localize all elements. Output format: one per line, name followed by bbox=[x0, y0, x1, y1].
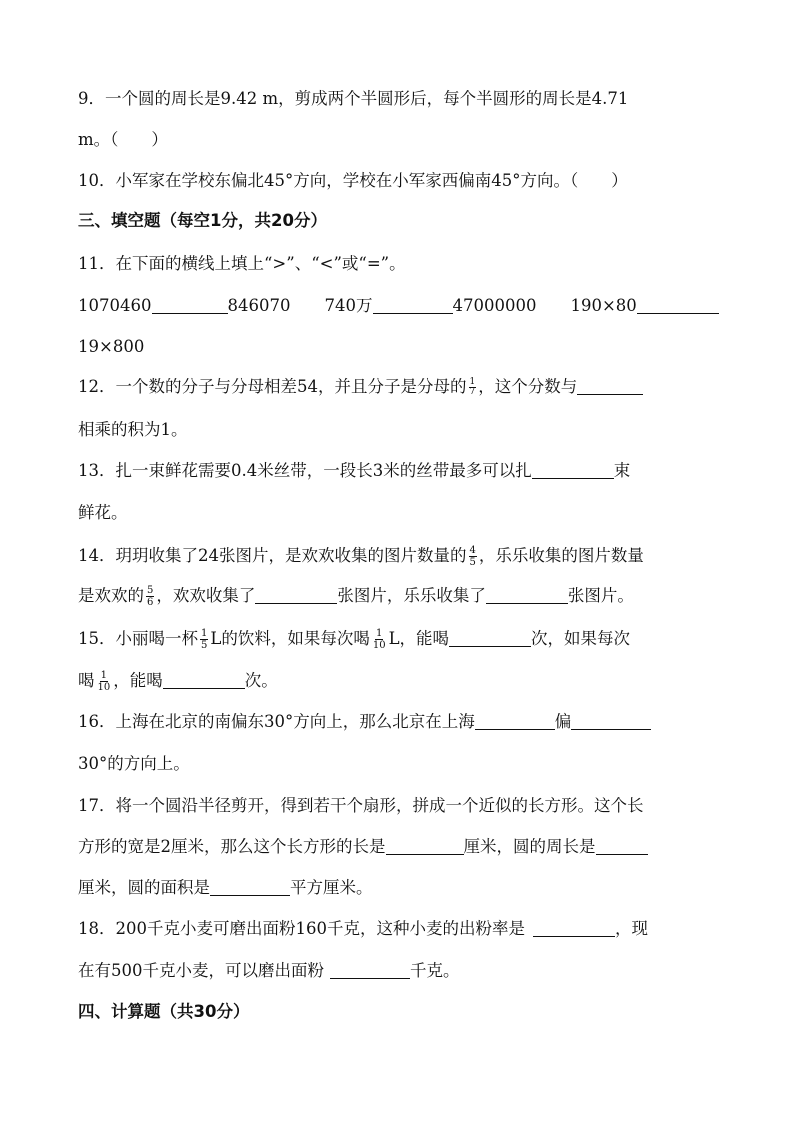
question-12-text: ，这个分数与 bbox=[478, 377, 578, 396]
answer-blank[interactable] bbox=[486, 587, 568, 604]
question-18-text: ，现 bbox=[614, 919, 648, 938]
question-11-line-3: 19×800 bbox=[78, 337, 145, 356]
question-9-line-1: 9．一个圆的周长是9.42 m，剪成两个半圆形后，每个半圆形的周长是4.71 bbox=[78, 89, 629, 108]
question-17-text: 厘米，圆的面积是 bbox=[78, 878, 210, 897]
question-9-line-2: m。（ ） bbox=[78, 130, 168, 149]
answer-blank[interactable] bbox=[577, 378, 643, 395]
compare-a-right: 846070 bbox=[227, 296, 291, 315]
answer-blank[interactable] bbox=[386, 838, 464, 855]
fraction: $\frac{4}{5}$ bbox=[469, 545, 476, 568]
question-16-line-2: 30°的方向上。 bbox=[78, 754, 190, 773]
question-17-line-1: 17．将一个圆沿半径剪开，得到若干个扇形，拼成一个近似的长方形。这个长 bbox=[78, 796, 644, 815]
question-14-line-2 bbox=[78, 585, 634, 608]
question-17-text: 方形的宽是2厘米，那么这个长方形的长是 bbox=[78, 837, 386, 856]
answer-blank[interactable] bbox=[210, 879, 290, 896]
section-3-title: 三、填空题（每空1分，共20分） bbox=[78, 211, 327, 230]
question-14-text: ，欢欢收集了 bbox=[156, 586, 256, 605]
answer-blank[interactable] bbox=[163, 672, 245, 689]
question-18-line-1 bbox=[78, 918, 648, 940]
question-15-text: 15．小丽喝一杯 bbox=[78, 629, 198, 648]
question-16-text: 16．上海在北京的南偏东30°方向上，那么北京在上海 bbox=[78, 712, 475, 731]
question-15-line-1 bbox=[78, 628, 630, 651]
question-12-line-2: 相乘的积为1。 bbox=[78, 420, 188, 439]
question-15-text: 次，如果每次 bbox=[531, 629, 631, 648]
question-10: 10．小军家在学校东偏北45°方向，学校在小军家西偏南45°方向。（ ） bbox=[78, 171, 628, 190]
fraction: $\frac{1}{5}$ bbox=[201, 628, 208, 651]
question-17-line-2 bbox=[78, 836, 648, 858]
question-18-text: 在有500千克小麦，可以磨出面粉 bbox=[78, 961, 324, 980]
answer-blank[interactable] bbox=[330, 962, 410, 979]
question-14-text: ，乐乐收集的图片数量 bbox=[478, 546, 644, 565]
compare-b-right: 47000000 bbox=[452, 296, 537, 315]
answer-blank[interactable] bbox=[373, 297, 453, 314]
answer-blank[interactable] bbox=[533, 920, 615, 937]
question-12-text: 12．一个数的分子与分母相差54，并且分子是分母的 bbox=[78, 377, 467, 396]
answer-blank[interactable] bbox=[255, 587, 337, 604]
question-18-text: 千克。 bbox=[410, 961, 460, 980]
question-15-text: L，能喝 bbox=[388, 629, 450, 648]
answer-blank[interactable] bbox=[571, 713, 651, 730]
compare-b-left: 740万 bbox=[324, 296, 373, 315]
question-18-text: 18．200千克小麦可磨出面粉160千克，这种小麦的出粉率是 bbox=[78, 919, 525, 938]
question-14-text: 14．玥玥收集了24张图片，是欢欢收集的图片数量的 bbox=[78, 546, 467, 565]
question-15-line-2 bbox=[78, 670, 278, 693]
question-14-line-1 bbox=[78, 545, 644, 568]
question-15-text: 喝 bbox=[78, 671, 95, 690]
question-17-line-3 bbox=[78, 877, 373, 899]
question-15-text: ，能喝 bbox=[113, 671, 163, 690]
question-15-text: 次。 bbox=[244, 671, 278, 690]
question-14-text: 是欢欢的 bbox=[78, 586, 144, 605]
question-18-line-2 bbox=[78, 960, 460, 982]
question-13-text: 13．扎一束鲜花需要0.4米丝带，一段长3米的丝带最多可以扎 bbox=[78, 461, 532, 480]
answer-blank[interactable] bbox=[596, 838, 648, 855]
question-13-line-2: 鲜花。 bbox=[78, 503, 128, 522]
question-11-line-2 bbox=[78, 295, 719, 317]
answer-blank[interactable] bbox=[532, 462, 614, 479]
fraction: $\frac{5}{6}$ bbox=[147, 585, 154, 608]
compare-c-left: 190×80 bbox=[570, 296, 637, 315]
answer-blank[interactable] bbox=[152, 297, 228, 314]
question-16-line-1 bbox=[78, 711, 651, 733]
question-12-line-1 bbox=[78, 376, 643, 398]
question-11-line-1: 11．在下面的横线上填上“>”、“<”或“=”。 bbox=[78, 254, 406, 273]
answer-blank[interactable] bbox=[449, 630, 531, 647]
question-13-line-1 bbox=[78, 460, 630, 482]
fraction: $\frac{1}{10}$ bbox=[372, 628, 386, 651]
question-17-text: 平方厘米。 bbox=[290, 878, 373, 897]
question-14-text: 张图片。 bbox=[567, 586, 634, 605]
answer-blank[interactable] bbox=[475, 713, 555, 730]
question-16-text: 偏 bbox=[554, 712, 572, 731]
section-4-title: 四、计算题（共30分） bbox=[78, 1002, 250, 1021]
question-15-text: L的饮料，如果每次喝 bbox=[210, 629, 370, 648]
compare-a-left: 1070460 bbox=[78, 296, 152, 315]
fraction: $\frac{1}{10}$ bbox=[97, 670, 111, 693]
answer-blank[interactable] bbox=[637, 297, 719, 314]
question-14-text: 张图片，乐乐收集了 bbox=[337, 586, 486, 605]
question-13-text: 束 bbox=[613, 461, 631, 480]
fraction: $\frac{1}{7}$ bbox=[469, 377, 476, 397]
question-17-text: 厘米，圆的周长是 bbox=[463, 837, 596, 856]
